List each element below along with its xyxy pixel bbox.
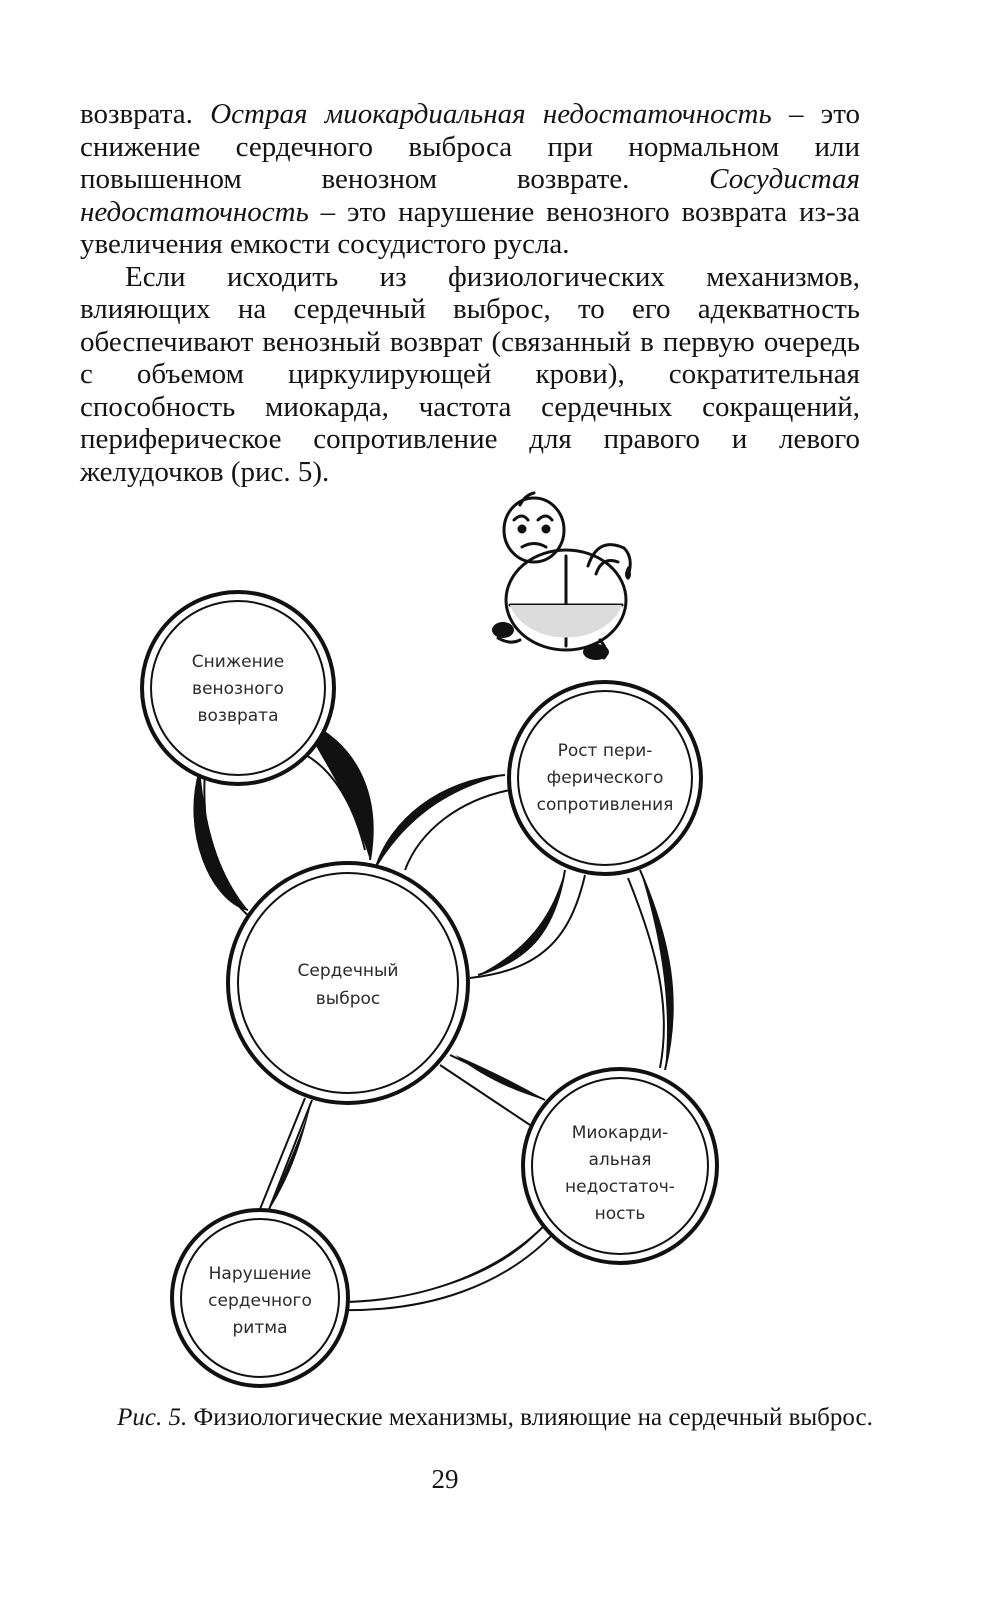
node-myocardial-failure-line-1: Миокарди-	[571, 1123, 669, 1143]
connector-center-myocardial	[440, 1055, 545, 1125]
heart-mascot-foot-left	[492, 622, 514, 638]
connector-resistance-myocardial	[628, 870, 673, 1070]
figure-ref: Рис. 5.	[117, 1404, 188, 1431]
node-venous-return	[142, 592, 334, 784]
node-myocardial-failure	[523, 1069, 717, 1263]
node-cardiac-output-line-2: выброс	[315, 989, 381, 1009]
node-myocardial-failure-line-2: альная	[588, 1150, 652, 1170]
node-venous-return-line-2: венозного	[192, 679, 284, 699]
heart-mascot-fill	[510, 605, 622, 638]
node-venous-return-line-3: возврата	[197, 706, 279, 726]
paragraph-1	[80, 98, 860, 261]
term-vascular-failure: Сосудистая недостаточность	[80, 163, 860, 228]
p1-text-3: – это нарушение венозного возврата из-за увеличения емкости сосудистого русла.	[80, 195, 860, 260]
body-text	[80, 98, 860, 488]
node-rhythm-disorder	[172, 1210, 348, 1386]
node-myocardial-failure-line-4: ность	[594, 1204, 646, 1224]
node-cardiac-output-line-1: Сердечный	[297, 961, 399, 981]
node-peripheral-resistance-line-2: ферического	[546, 768, 664, 788]
node-peripheral-resistance-line-1: Рост пери-	[557, 741, 653, 761]
page-number: 29	[431, 1464, 459, 1494]
node-peripheral-resistance	[509, 682, 701, 874]
term-acute-myocardial-failure: Острая миокардиальная недостаточность	[210, 98, 772, 130]
node-venous-return-line-1: Снижение	[191, 652, 285, 672]
heart-mascot-foot-right	[583, 644, 609, 660]
connector-center-rhythm	[258, 1098, 312, 1214]
node-peripheral-resistance-line-3: сопротивления	[536, 795, 674, 815]
node-myocardial-failure-line-3: недостаточ-	[565, 1177, 675, 1197]
connector-rhythm-myocardial	[340, 1225, 555, 1310]
figure-caption	[100, 1403, 890, 1432]
node-rhythm-disorder-line-3: ритма	[232, 1318, 288, 1338]
node-cardiac-output	[228, 863, 468, 1103]
p1-text-2: – это снижение сердечного выброса при нормальном или повышенном венозном возврате.	[80, 98, 860, 195]
node-rhythm-disorder-line-2: сердечного	[208, 1291, 312, 1311]
node-rhythm-disorder-line-1: Нарушение	[208, 1264, 312, 1284]
p1-text-1: возврата.	[80, 98, 211, 130]
paragraph-2: Если исходить из физиологических механизмов, влияющих на сердечный выброс, то его адекватность обеспечивают венозный возврат (связанный в первую очередь с объемом циркулирующей крови), сократительная способность миокарда, частота сердечных сокращений, периферическое сопротивление для правого и левого желудочков (рис. 5).	[80, 260, 860, 488]
cardiac-output-diagram	[0, 490, 1000, 1410]
figure-caption-text: Физиологические механизмы, влияющие на сердечный выброс.	[187, 1404, 873, 1431]
